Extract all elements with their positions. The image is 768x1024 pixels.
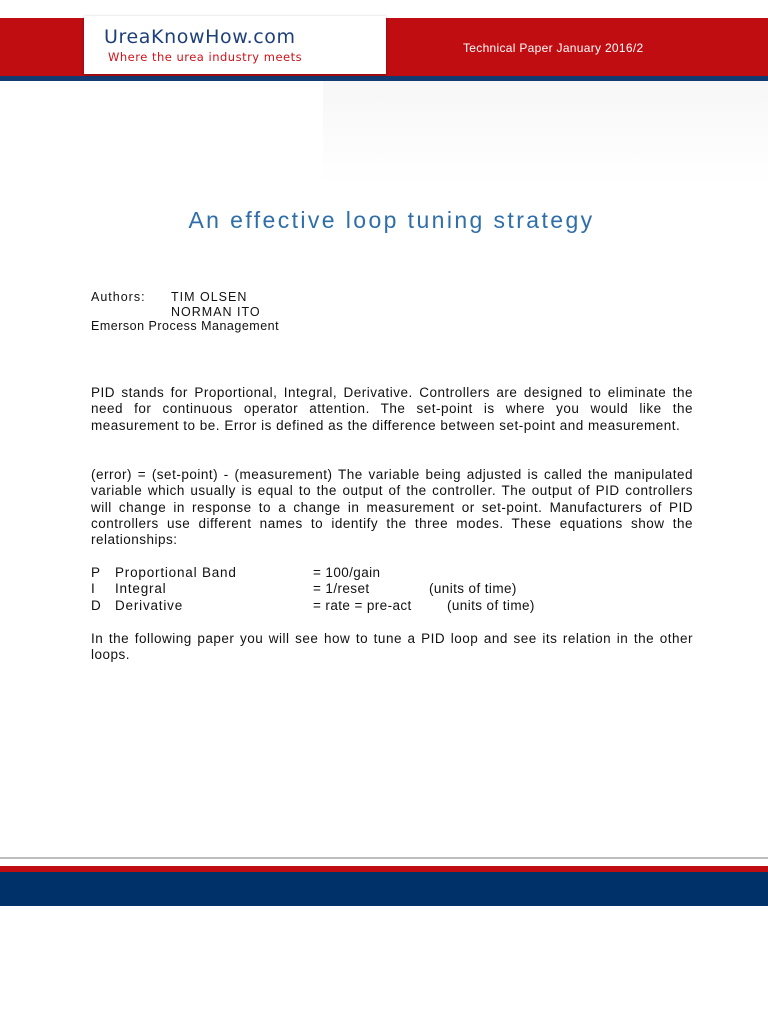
pid-definitions <box>91 565 591 614</box>
mode-equation: = 100/gain <box>313 565 381 580</box>
document-title: An effective loop tuning strategy <box>188 207 595 233</box>
mode-equation: = rate = pre-act <box>313 597 412 613</box>
footer-rule <box>0 857 768 859</box>
error-paragraph: (error) = (set-point) - (measurement) The variable being adjusted is called the manipulated variable which usually is equal to the output of the controller. The output of PID controllers will change in response to a change in measurement or set-point. Manufacturers of PID controllers use different names to identify the three modes. These equations show the relationships: <box>91 467 693 548</box>
author-organization: Emerson Process Management <box>91 319 280 333</box>
definition-row <box>91 581 591 597</box>
mode-units: (units of time) <box>447 597 535 613</box>
definition-row <box>91 598 591 614</box>
logo-tagline: Where the urea industry meets <box>108 50 303 64</box>
authors-block <box>91 290 279 334</box>
author-row <box>91 290 279 305</box>
mode-name: Integral <box>115 581 167 597</box>
authors-label: Authors: <box>91 290 146 304</box>
definition-row <box>91 565 591 581</box>
closing-paragraph: In the following paper you will see how to tune a PID loop and see its relation in the other loops. <box>91 631 693 663</box>
site-logo[interactable] <box>84 16 386 74</box>
mode-units: (units of time) <box>429 581 517 597</box>
intro-paragraph: PID stands for Proportional, Integral, Derivative. Controllers are designed to eliminate the need for continuous operator attention. The set-point is where you would like the measurement to be. Error is defined as the difference between set-point and measurement. <box>91 385 693 433</box>
paper-caption: Technical Paper January 2016/2 <box>463 41 644 55</box>
mode-name: Derivative <box>115 597 184 613</box>
mode-name: Proportional Band <box>115 565 237 580</box>
author-name: NORMAN ITO <box>171 304 261 319</box>
author-name: TIM OLSEN <box>171 290 248 304</box>
mode-equation: = 1/reset <box>313 581 370 597</box>
author-row <box>91 305 279 320</box>
header-shade <box>323 81 768 185</box>
mode-letter: I <box>91 581 96 597</box>
logo-wordmark: UreaKnowHow.com <box>104 26 296 48</box>
mode-letter: D <box>91 597 102 613</box>
mode-letter: P <box>91 565 101 580</box>
footer-band <box>0 872 768 906</box>
